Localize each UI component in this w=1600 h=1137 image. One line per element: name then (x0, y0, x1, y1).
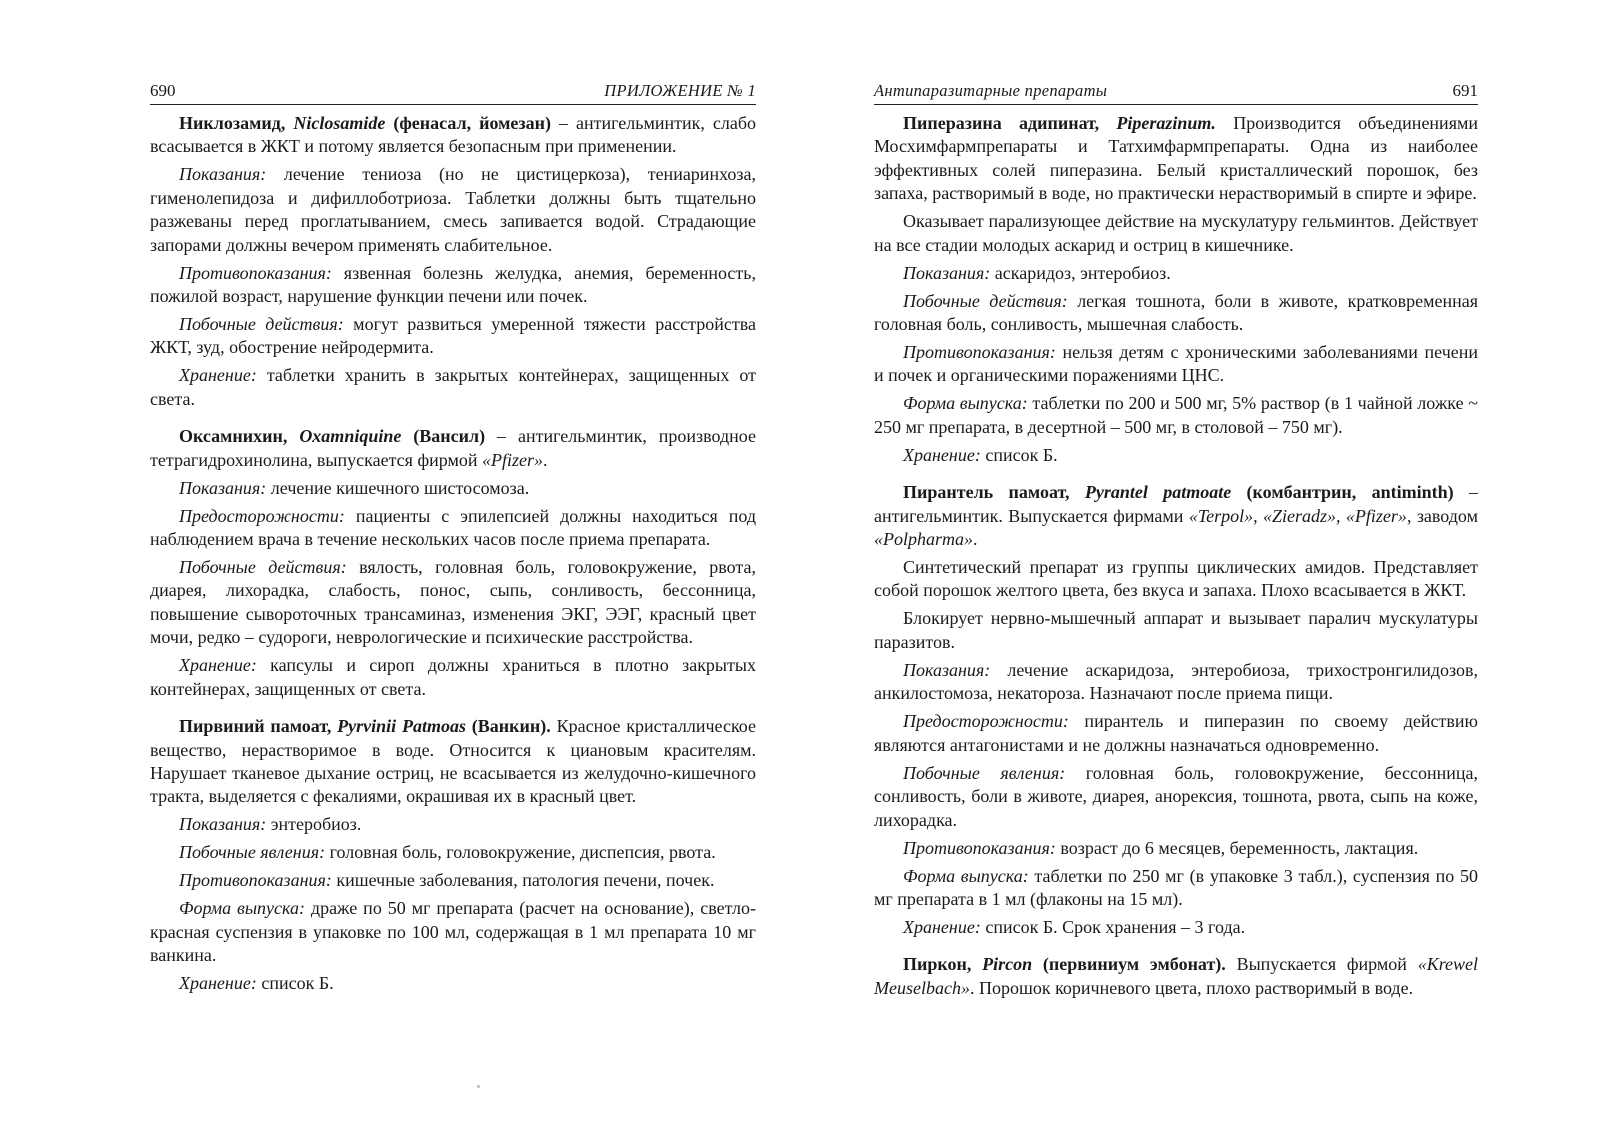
drug-name: Пирантель памоат, (903, 482, 1085, 503)
indications: Показания: энтеробиоз. (179, 814, 362, 835)
right-page (874, 0, 1478, 1137)
entry-pyrantel: Пирантель памоат, Pyrantel patmoate (комбантрин, antiminth) – антигельминтик. Выпускается фирмами «Terpol», «Zieradz», «Pfizer», заводом «Polpharma». (874, 482, 1479, 550)
field-label: Предосторожности: (179, 505, 345, 526)
side-effects: Побочные явления: головная боль, головокружение, бессонница, сонливость, боли в животе, диарея, анорексия, тошнота, рвота, сыпь на коже, лихорадка. (874, 762, 1478, 830)
field-label: Показания: (179, 164, 267, 185)
drug-name: Пирвиний памоат, (179, 716, 338, 737)
drug-description: – антигельминтик, слабо всасывается в ЖКТ и потому является безопасным при применении. (150, 113, 757, 157)
drug-description: – антигельминтик, производное тетрагидрохинолина, выпускается фирмой (150, 426, 756, 470)
field-label: Побочные действия: (179, 314, 344, 335)
field-label: Противопоказания: (903, 342, 1056, 363)
drug-name: Оксамнихин, (179, 426, 300, 447)
field-label: Побочные действия: (903, 290, 1068, 311)
contraindications: Противопоказания: нельзя детям с хроническими заболеваниями печени и почек и органическими поражениями ЦНС. (874, 342, 1478, 386)
field-label: Показания: (903, 659, 991, 680)
page-number: 691 (1452, 81, 1478, 100)
dosage-form: Форма выпуска: драже по 50 мг препарата (расчет на основание), светло-красная суспензия в упаковке по 100 мл, содержащая в 1 мл препарата 10 мг ванкина. (150, 898, 756, 966)
field-label: Показания: (179, 477, 267, 498)
plant: «Polpharma» (874, 529, 973, 550)
drug-name: Никлозамид, (179, 113, 294, 133)
field-label: Показания: (903, 262, 991, 283)
paragraph: Блокирует нервно-мышечный аппарат и вызывает паралич мускулатуры паразитов. (874, 608, 1478, 652)
indications: Показания: лечение аскаридоза, энтеробиоза, трихостронгилидозов, анкилостомоза, некатороза. Назначают после приема пищи. (874, 659, 1478, 704)
drug-description: Красное кристаллическое вещество, нерастворимое в воде. Относится к циановым красителям. Нарушает тканевое дыхание остриц, не всасывается из желудочно-кишечного тракта, выделяется с фекалиями, окрашивая их в красный цвет. (150, 716, 756, 807)
drug-latin: Pircon (982, 954, 1033, 975)
dosage-form: Форма выпуска: таблетки по 200 и 500 мг, 5% раствор (в 1 чайной ложке ~ 250 мг препарата, в десертной – 500 мг, в столовой – 750 мг). (874, 393, 1478, 437)
left-page (150, 0, 756, 1137)
side-effects: Побочные действия: могут развиться умеренной тяжести расстройства ЖКТ, зуд, обострение нейродермита. (150, 314, 756, 358)
running-head (150, 80, 756, 105)
field-label: Побочные явления: (903, 762, 1066, 783)
storage: Хранение: таблетки хранить в закрытых контейнерах, защищенных от света. (150, 365, 756, 409)
field-label: Побочные действия: (179, 557, 347, 578)
running-title: ПРИЛОЖЕНИЕ № 1 (604, 81, 756, 100)
field-label: Побочные явления: (179, 842, 326, 863)
field-label: Противопоказания: (179, 870, 332, 891)
drug-description: Производится объединениями Мосхимфармпрепараты и Татхимфармпрепараты. Одна из наиболее эффективных солей пиперазина. Белый кристаллический порошок, без запаха, растворимый в воде, но практически нерастворимый в спирте и эфире. (874, 113, 1478, 204)
manufacturer: «Pfizer» (482, 449, 543, 470)
dosage-form: Форма выпуска: таблетки по 250 мг (в упаковке 3 табл.), суспензия по 50 мг препарата в 1 мл (флаконы на 15 мл). (874, 865, 1478, 909)
running-head (874, 80, 1478, 105)
drug-latin: Pyrantel patmoate (1084, 482, 1232, 503)
indications: Показания: аскаридоз, энтеробиоз. (903, 262, 1171, 283)
field-label: Противопоказания: (903, 837, 1056, 858)
page-body (150, 112, 756, 1000)
drug-description: – антигельминтик. Выпускается фирмами (874, 482, 1479, 526)
indications: Показания: лечение кишечного шистосомоза. (179, 477, 530, 498)
field-label: Форма выпуска: (903, 393, 1028, 414)
drug-description: Выпускается фирмой (1225, 954, 1418, 975)
storage: Хранение: список Б. (179, 973, 334, 994)
drug-latin: Pyrvinii Patmoas (337, 716, 466, 737)
manufacturers: «Terpol», «Zieradz», «Pfizer» (1188, 505, 1407, 526)
drug-latin: Niclosamide (293, 113, 386, 133)
precautions: Предосторожности: пациенты с эпилепсией должны находиться под наблюдением врача в течение нескольких часов после приема препарата. (150, 505, 756, 550)
contraindications: Противопоказания: возраст до 6 месяцев, беременность, лактация. (903, 837, 1419, 858)
field-label: Форма выпуска: (179, 898, 305, 919)
drug-name: Пиперазина адипинат, (903, 113, 1117, 133)
drug-name: Пиркон, (903, 954, 983, 975)
drug-latin: Oxamniquine (299, 426, 402, 447)
side-effects: Побочные действия: легкая тошнота, боли в животе, кратковременная головная боль, сонливость, мышечная слабость. (874, 290, 1478, 335)
field-label: Противопоказания: (179, 262, 332, 283)
storage: Хранение: капсулы и сироп должны храниться в плотно закрытых контейнерах, защищенных от света. (150, 655, 756, 699)
page-number: 690 (150, 81, 176, 100)
drug-synonyms: (первиниум эмбонат). (1032, 954, 1226, 975)
paragraph: Синтетический препарат из группы циклических амидов. Представляет собой порошок желтого цвета, без вкуса и запаха. Плохо всасывается в ЖКТ. (874, 557, 1478, 601)
entry-oxamniquine: Оксамнихин, Oxamniquine (Вансил) – антигельминтик, производное тетрагидрохинолина, выпускается фирмой «Pfizer». (150, 426, 756, 470)
entry-niclosamide (150, 112, 756, 159)
drug-latin: Piperazinum. (1116, 113, 1216, 133)
entry-pircon: Пиркон, Pircon (первиниум эмбонат). Выпускается фирмой «Krewel Meuselbach». Порошок коричневого цвета, плохо растворимый в воде. (874, 954, 1479, 998)
contraindications: Противопоказания: кишечные заболевания, патология печени, почек. (179, 870, 715, 891)
storage: Хранение: список Б. Срок хранения – 3 года. (903, 916, 1246, 937)
field-label: Форма выпуска: (903, 865, 1029, 886)
drug-synonyms: (Вансил) (401, 426, 486, 447)
side-effects: Побочные действия: вялость, головная боль, головокружение, рвота, диарея, лихорадка, слабость, понос, сыпь, сонливость, бессонница, повышение сывороточных трансаминаз, изменения ЭКГ, ЭЭГ, красный цвет мочи, редко – судороги, неврологические и психические расстройства. (150, 557, 756, 648)
field-label: Хранение: (903, 444, 981, 465)
running-title: Антипаразитарные препараты (874, 81, 1108, 100)
action: Оказывает парализующее действие на мускулатуру гельминтов. Действует на все стадии молодых аскарид и остриц в кишечнике. (874, 211, 1478, 255)
field-label: Хранение: (903, 916, 981, 937)
indications: Показания: лечение тениоза (но не цистицеркоза), тениаринхоза, гименолепидоза и дифиллоботриоза. Таблетки должны быть тщательно разжеваны перед проглатыванием, смесь запивается водой. Страдающие запорами должны вечером применять слабительное. (150, 164, 756, 255)
drug-synonyms: (фенасал, йомезан) (385, 113, 552, 133)
field-label: Хранение: (179, 655, 257, 676)
entry-piperazine (874, 112, 1478, 206)
drug-synonyms: (комбантрин, antiminth) (1231, 482, 1454, 503)
side-effects: Побочные явления: головная боль, головокружение, диспепсия, рвота. (179, 842, 716, 863)
drug-synonyms: (Ванкин). (465, 716, 551, 737)
contraindications: Противопоказания: язвенная болезнь желудка, анемия, беременность, пожилой возраст, нарушение функции печени или почек. (150, 262, 756, 307)
field-label: Предосторожности: (903, 711, 1069, 732)
field-label: Показания: (179, 814, 267, 835)
scan-speck (477, 1085, 480, 1088)
field-label: Хранение: (179, 365, 257, 386)
page-body (874, 112, 1478, 1005)
entry-pyrvinium (150, 715, 756, 809)
manufacturer: «Krewel Meuselbach» (874, 954, 1479, 998)
precautions: Предосторожности: пирантель и пиперазин по своему действию являются антагонистами и не должны назначаться одновременно. (874, 711, 1478, 755)
field-label: Хранение: (179, 973, 257, 994)
storage: Хранение: список Б. (903, 444, 1058, 465)
